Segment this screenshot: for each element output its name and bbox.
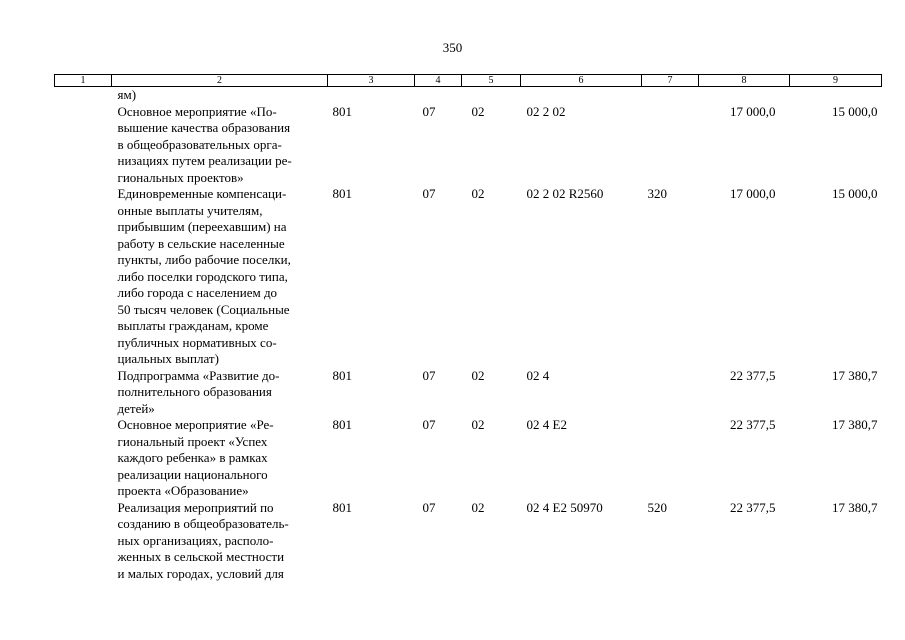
item-name-line: гиональных проектов» (117, 169, 244, 185)
item-name-line: пункты, либо рабочие поселки, (117, 252, 291, 267)
cell-expense-type (642, 87, 699, 104)
header-row (55, 75, 882, 87)
cell-section: 07 (422, 367, 436, 383)
item-name-line: Реализация мероприятий по (117, 499, 274, 515)
cell-item-name (112, 104, 328, 187)
cell-amount-year-1 (699, 87, 790, 104)
cell-ministry-code (328, 87, 415, 104)
budget-table (54, 74, 882, 582)
header-col-4: 4 (415, 75, 462, 87)
cell-subsection: 02 (471, 417, 485, 432)
header-col-1: 1 (55, 75, 112, 87)
cell-row-number (55, 186, 112, 368)
table-row (55, 417, 882, 500)
item-name-line: гиональный проект «Успех (117, 433, 268, 449)
header-col-5: 5 (462, 75, 521, 87)
page-number: 350 (442, 40, 463, 55)
item-name-line: детей» (117, 400, 155, 416)
cell-section: 07 (422, 499, 436, 515)
cell-row-number (55, 87, 112, 104)
cell-target-article: 02 4 E2 (526, 417, 567, 432)
cell-ministry-code: 801 (332, 499, 352, 515)
cell-expense-type (642, 417, 699, 500)
cell-section: 07 (422, 417, 436, 432)
item-name-line: ных организациях, располо- (117, 532, 274, 548)
cell-target-article: 02 2 02 R2560 (526, 186, 604, 201)
item-name-line: низациях путем реализации ре- (117, 153, 292, 168)
header-col-3: 3 (328, 75, 415, 87)
item-name-line: Основное мероприятие «По- (117, 103, 277, 119)
cell-item-name (112, 186, 328, 368)
item-name-line: реализации национального (117, 466, 268, 482)
cell-amount-year-1: 22 377,5 (730, 417, 776, 432)
cell-target-article (521, 87, 642, 104)
cell-ministry-code: 801 (332, 367, 352, 383)
item-name-line: циальных выплат) (117, 351, 219, 366)
item-name-line: полнительного образования (117, 384, 272, 399)
item-name-line: либо поселки городского типа, (117, 268, 288, 284)
table-header (55, 75, 882, 87)
item-name-line: онные выплаты учителям, (117, 202, 263, 218)
cell-amount-year-1: 22 377,5 (730, 367, 776, 383)
cell-row-number (55, 417, 112, 500)
cell-subsection: 02 (471, 499, 485, 515)
item-name-line: публичных нормативных со- (117, 334, 277, 350)
cell-item-name (112, 417, 328, 500)
item-name-line: либо города с населением до (117, 285, 278, 300)
cell-amount-year-2: 17 380,7 (832, 499, 878, 515)
item-name-line: женных в сельской местности (117, 549, 285, 564)
table-row (55, 368, 882, 418)
item-name-line: проекта «Образование» (117, 483, 249, 498)
item-name-line: вышение качества образования (117, 120, 291, 135)
cell-target-article: 02 4 E2 50970 (526, 499, 603, 515)
table-row (55, 87, 882, 104)
cell-amount-year-2: 17 380,7 (832, 367, 878, 383)
cell-amount-year-1: 17 000,0 (730, 186, 776, 201)
cell-subsection: 02 (471, 367, 485, 383)
item-name-line: Основное мероприятие «Ре- (117, 417, 274, 432)
cell-ministry-code: 801 (332, 417, 352, 432)
table-row (55, 104, 882, 187)
cell-section: 07 (422, 186, 436, 201)
cell-expense-type (642, 104, 699, 187)
cell-target-article: 02 4 (526, 367, 550, 383)
item-name-line: Единовременные компенсаци- (117, 186, 287, 201)
cell-subsection: 02 (471, 103, 485, 119)
item-name-line: созданию в общеобразователь- (117, 516, 289, 531)
header-col-9: 9 (790, 75, 882, 87)
header-col-7: 7 (642, 75, 699, 87)
table-row (55, 186, 882, 368)
cell-amount-year-2: 15 000,0 (832, 103, 878, 119)
cell-ministry-code: 801 (332, 186, 352, 201)
cell-amount-year-1: 22 377,5 (730, 499, 776, 515)
cell-section (415, 87, 462, 104)
cell-subsection (462, 87, 521, 104)
cell-section: 07 (422, 103, 436, 119)
item-name-line: выплаты гражданам, кроме (117, 318, 269, 333)
cell-amount-year-2: 17 380,7 (832, 417, 878, 432)
cell-ministry-code: 801 (332, 103, 352, 119)
cell-amount-year-1: 17 000,0 (730, 103, 776, 119)
cell-target-article: 02 2 02 (526, 103, 566, 119)
cell-subsection: 02 (471, 186, 485, 201)
table-body (55, 87, 882, 583)
cell-amount-year-2: 15 000,0 (832, 186, 878, 201)
item-name-line: прибывшим (переехавшим) на (117, 219, 287, 234)
cell-row-number (55, 104, 112, 187)
header-col-8: 8 (699, 75, 790, 87)
item-name-line: Подпрограмма «Развитие до- (117, 367, 280, 383)
cell-row-number (55, 368, 112, 418)
cell-item-name (112, 368, 328, 418)
cell-expense-type: 320 (647, 186, 667, 201)
cell-row-number (55, 500, 112, 583)
item-name-line: каждого ребенка» в рамках (117, 450, 268, 465)
header-col-6: 6 (521, 75, 642, 87)
cell-expense-type (642, 368, 699, 418)
item-name-line: 50 тысяч человек (Социальные (117, 301, 290, 317)
item-name-line: и малых городах, условий для (117, 565, 284, 581)
header-col-2: 2 (112, 75, 328, 87)
item-name-line: работу в сельские населенные (117, 235, 285, 251)
cell-expense-type: 520 (647, 499, 667, 515)
item-name-line: в общеобразовательных орга- (117, 136, 282, 152)
table-row (55, 500, 882, 583)
cell-amount-year-2 (790, 87, 882, 104)
item-name-line: ям) (117, 87, 137, 102)
cell-item-name (112, 500, 328, 583)
cell-item-name (112, 87, 328, 104)
